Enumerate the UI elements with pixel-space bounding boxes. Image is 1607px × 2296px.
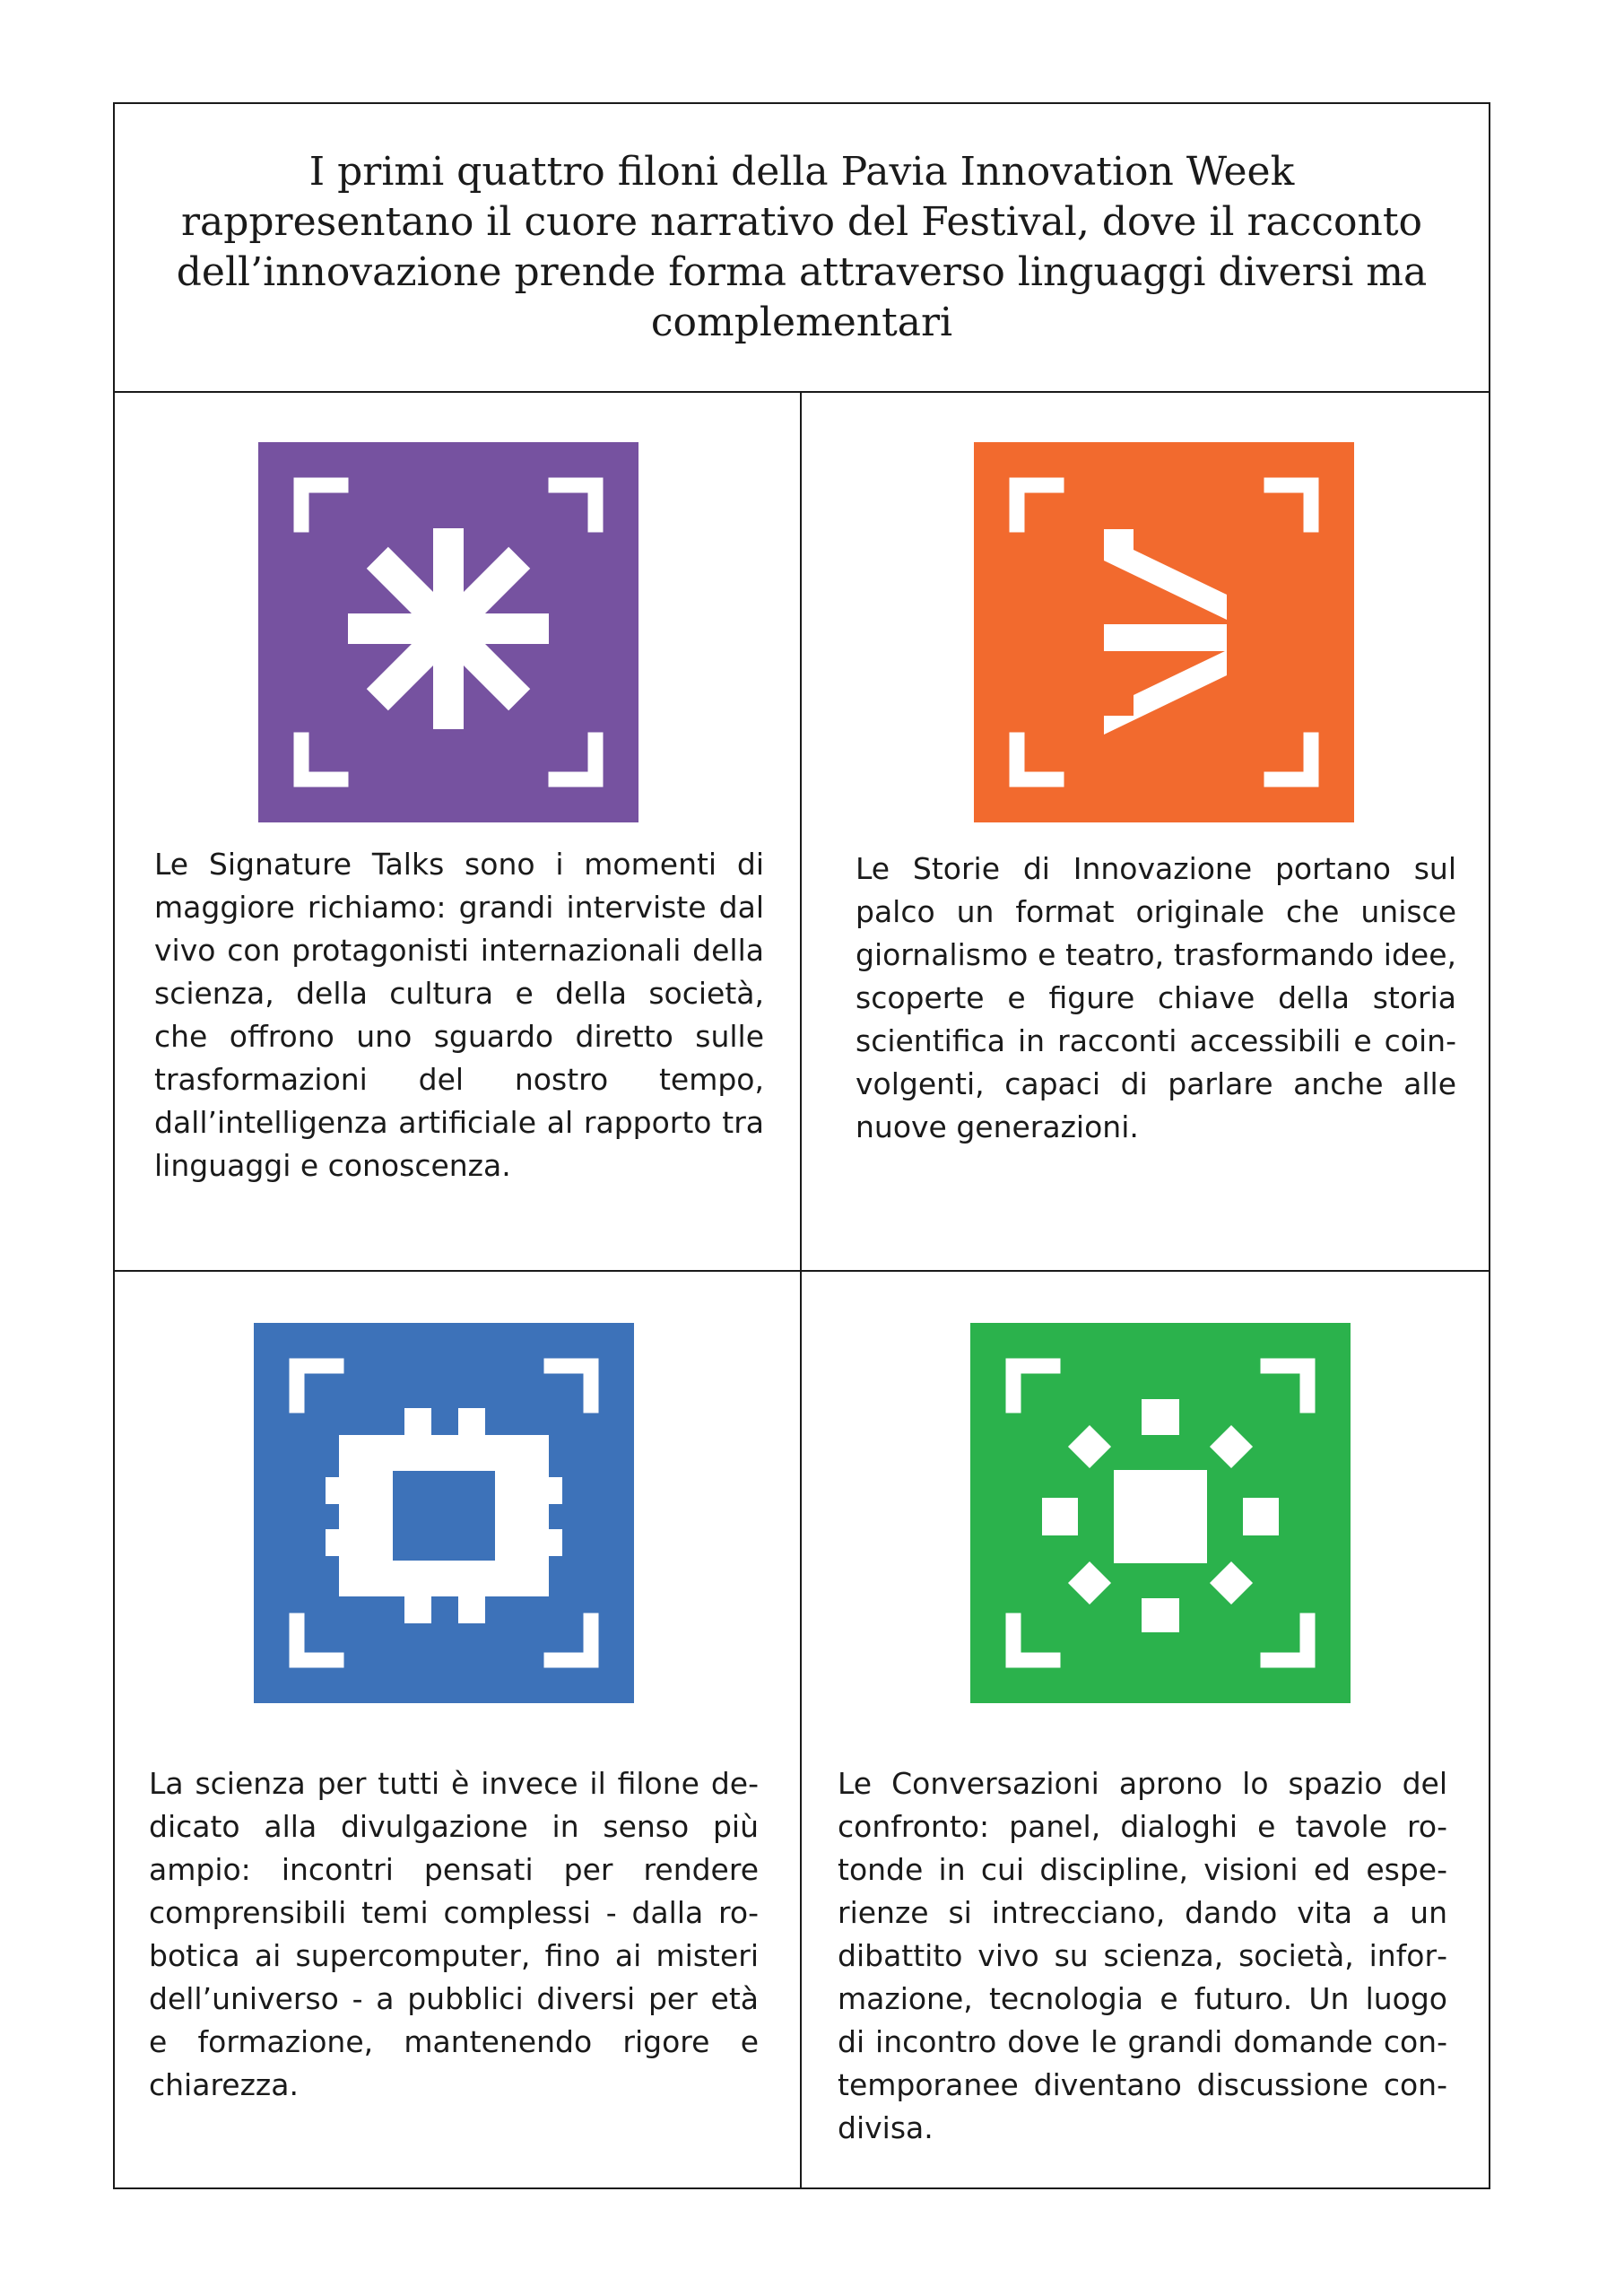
theme-storie-di-innovazione: [802, 393, 1489, 1272]
chevrons-icon: [974, 442, 1354, 822]
asterisk-icon: [258, 442, 638, 822]
intro-header: [115, 104, 1489, 393]
theme-description: Le Signature Talks sono i momenti di maggiore richiamo: grandi interviste dal vivo con protagonisti internazionali della scienza, della cultura e della società, che offrono uno sguardo diretto sulle trasformazioni del nostro tempo, dall’intelligenza artificiale al rapporto tra linguaggi e conoscenza.: [154, 847, 764, 1183]
sun-icon: [970, 1323, 1351, 1703]
chip-logo-svg: [254, 1323, 634, 1703]
intro-text: I primi quattro filoni della Pavia Innovation Week rappresentano il cuore narrativo del Festival, dove il racconto dell’innovazione prende forma attraverso linguaggi diversi ma complementari: [176, 149, 1428, 345]
theme-description: La scienza per tutti è invece il filone dedicato alla divulgazione in senso più ampio: incontri pensati per rendere comprensibili temi complessi - dalla robotica ai supercomputer, fino ai misteri dell’universo - a pubblici diversi per età e formazione, mantenendo rigore e chiarezza.: [149, 1766, 759, 2102]
theme-scienza-per-tutti: [115, 1272, 802, 2187]
theme-description: Le Storie di Innovazione portano sul palco un format originale che unisce giornalismo e teatro, trasformando idee, scoperte e figure chiave della storia scientifica in racconti accessibili e coinvolgenti, capaci di parlare anche alle nuove generazioni.: [856, 851, 1456, 1144]
theme-conversazioni: [802, 1272, 1489, 2187]
page-frame: [113, 102, 1490, 2189]
chevrons-logo-svg: [974, 442, 1354, 822]
chip-icon: [254, 1323, 634, 1703]
sun-logo-svg: [970, 1323, 1351, 1703]
theme-signature-talks: [115, 393, 802, 1272]
theme-description: Le Conversazioni aprono lo spazio del confronto: panel, dialoghi e tavole rotonde in cui discipline, visioni ed esperienze si intrecciano, dando vita a un dibattito vivo su scienza, società, informazione, tecnologia e futuro. Un luogo di incontro dove le grandi domande contemporanee diventano discussione condivisa.: [838, 1766, 1447, 2145]
asterisk-logo-svg: [258, 442, 638, 822]
